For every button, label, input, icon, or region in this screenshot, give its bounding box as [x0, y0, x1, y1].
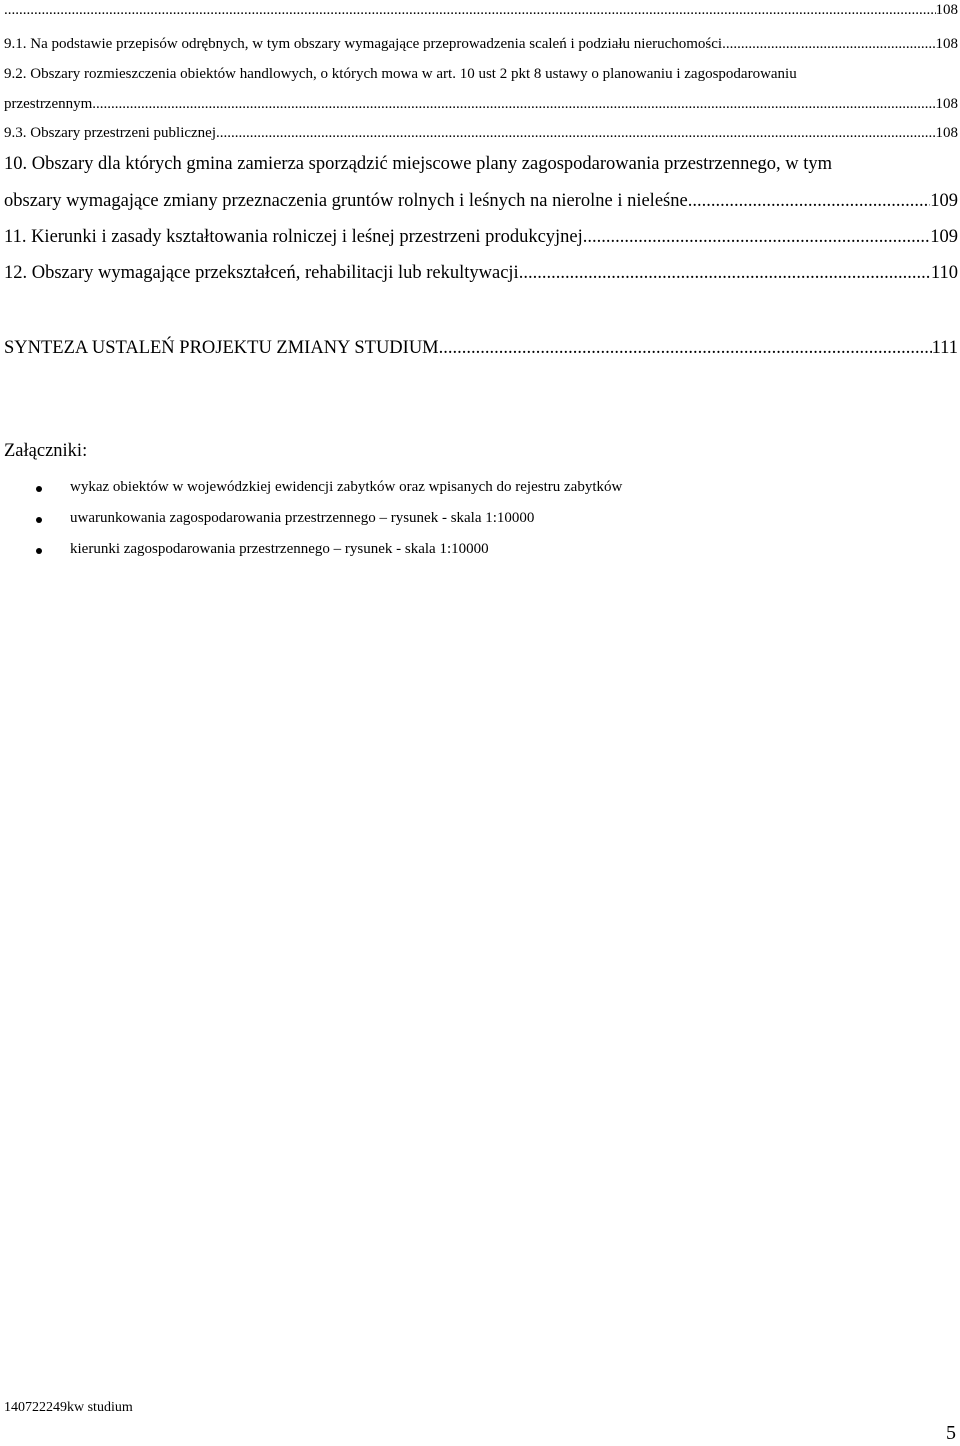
attachment-item-label: wykaz obiektów w wojewódzkiej ewidencji zabytków oraz wpisanych do rejestru zabytków: [70, 479, 623, 495]
page-number: 5: [946, 1422, 956, 1444]
toc-page-number: 108: [935, 125, 958, 141]
toc-entry-text: 11. Kierunki i zasady kształtowania rolniczej i leśnej przestrzeni produkcyjnej: [4, 227, 583, 247]
toc-leader-dots: [439, 338, 932, 359]
toc-entry-10[interactable]: [4, 191, 958, 212]
toc-leader-dots: [4, 2, 936, 19]
toc-page-number: 111: [931, 338, 958, 358]
toc-entry-9-2-line1[interactable]: 9.2. Obszary rozmieszczenia obiektów handlowych, o których mowa w art. 10 ust 2 pkt 8 ustawy o planowaniu i zagospodarowaniu: [4, 66, 797, 82]
toc-entry-text: obszary wymagające zmiany przeznaczenia gruntów rolnych i leśnych na nierolne i nieleśne: [4, 191, 688, 211]
toc-entry-text: przestrzennym: [4, 96, 93, 112]
toc-entry-synteza[interactable]: [4, 338, 958, 359]
toc-entry-9-1[interactable]: [4, 36, 958, 53]
attachment-item-label: uwarunkowania zagospodarowania przestrzennego – rysunek - skala 1:10000: [70, 510, 535, 526]
toc-entry-9-2[interactable]: [4, 96, 958, 113]
toc-entry-10-line1[interactable]: 10. Obszary dla których gmina zamierza sporządzić miejscowe plany zagospodarowania przestrzennego, w tym: [4, 154, 833, 174]
toc-entry-12[interactable]: [4, 263, 958, 284]
toc-leader-dots: [216, 125, 936, 142]
toc-page-number: 108: [935, 96, 958, 112]
toc-page-number: 110: [930, 263, 958, 283]
toc-entry-9-3[interactable]: [4, 125, 958, 142]
toc-leader-dots: [519, 263, 931, 284]
toc-top-line[interactable]: [4, 2, 958, 19]
toc-leader-dots: [92, 96, 935, 113]
toc-leader-dots: [722, 36, 935, 53]
attachments-title: Załączniki:: [4, 441, 88, 461]
toc-leader-dots: [583, 227, 930, 248]
toc-page-number: 108: [935, 2, 958, 18]
footer-document-id: 140722249kw studium: [4, 1400, 133, 1415]
toc-page-number: 109: [930, 191, 958, 211]
toc-entry-text: 9.1. Na podstawie przepisów odrębnych, w tym obszary wymagające przeprowadzenia scaleń i podziału nieruchomości: [4, 36, 723, 52]
attachment-item-label: kierunki zagospodarowania przestrzennego – rysunek - skala 1:10000: [70, 541, 489, 557]
toc-entry-text: SYNTEZA USTALEŃ PROJEKTU ZMIANY STUDIUM: [4, 338, 439, 358]
toc-leader-dots: [688, 191, 931, 212]
toc-page-number: 109: [930, 227, 958, 247]
toc-entry-text: 12. Obszary wymagające przekształceń, rehabilitacji lub rekultywacji: [4, 263, 519, 283]
bullet-icon: [36, 486, 42, 492]
toc-entry-11[interactable]: [4, 227, 958, 248]
toc-entry-text: 9.3. Obszary przestrzeni publicznej: [4, 125, 216, 141]
toc-page-number: 108: [935, 36, 958, 52]
bullet-icon: [36, 517, 42, 523]
bullet-icon: [36, 548, 42, 554]
